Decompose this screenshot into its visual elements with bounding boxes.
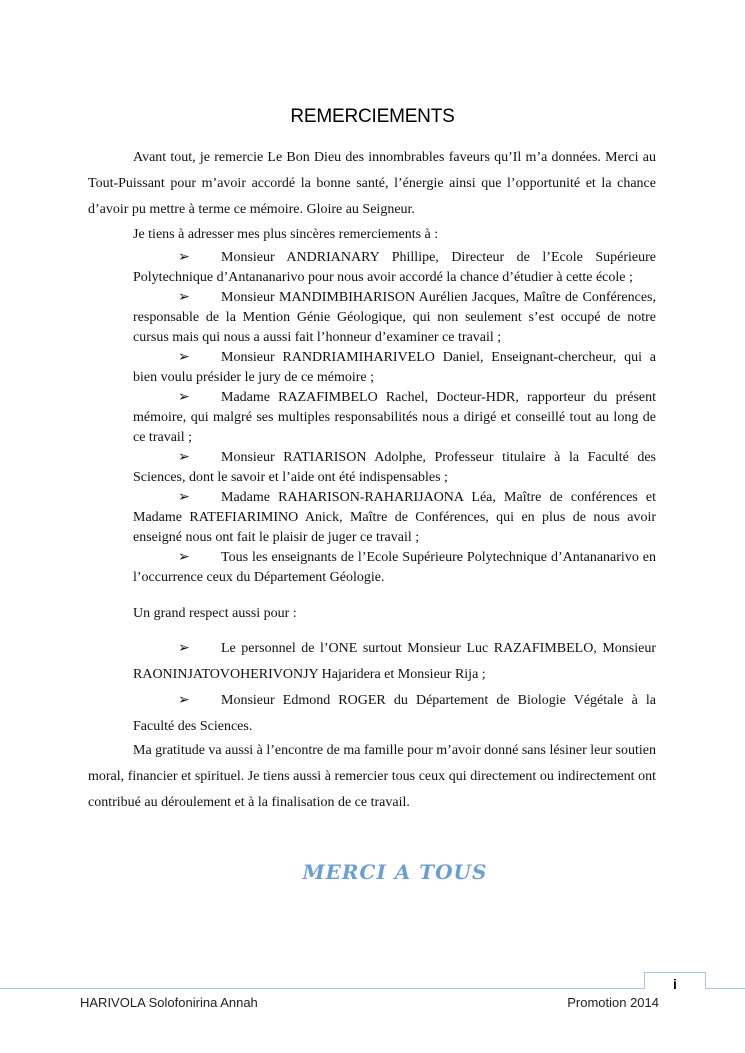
list-item [133, 548, 656, 588]
arrow-bullet-icon: ➢ [178, 390, 190, 405]
list-item-text: Madame RAHARISON-RAHARIJAONA Léa, Maître de conférences et Madame RATEFIARIMINO Anick, Maître de Conférences, qui en plus de nous avoir enseigné nous ont fait le plaisir de juger ce travail ; [133, 490, 656, 545]
list-item [133, 388, 656, 448]
list-item-text: Monsieur MANDIMBIHARISON Aurélien Jacques, Maître de Conférences, responsable de la Mention Génie Géologique, qui non seulement s’est occupé de notre cursus mais qui nous a aussi fait l’honneur d’examiner ce travail ; [133, 290, 656, 345]
thanks-lead-text: Je tiens à adresser mes plus sincères remerciements à : [133, 227, 439, 242]
page-title: REMERCIEMENTS [290, 106, 455, 127]
gratitude-text: Ma gratitude va aussi à l’encontre de ma famille pour m’avoir donné sans lésiner leur soutien moral, financier et spirituel. Je tiens aussi à remercier tous ceux qui directement ou indirectement ont contribué au déroulement et à la finalisation de ce travail. [88, 743, 656, 810]
list-item [133, 448, 656, 488]
arrow-bullet-icon: ➢ [178, 550, 190, 565]
arrow-bullet-icon: ➢ [178, 450, 190, 465]
intro-text: Avant tout, je remercie Le Bon Dieu des innombrables faveurs qu’Il m’a données. Merci au Tout-Puissant pour m’avoir accordé la bonne santé, l’énergie ainsi que l’opportunité et la chance d’avoir pu mettre à terme ce mémoire. Gloire au Seigneur. [88, 150, 656, 217]
arrow-bullet-icon: ➢ [178, 350, 190, 365]
list-item [133, 288, 656, 348]
respect-list [133, 636, 656, 740]
list-item [133, 248, 656, 288]
closing-heading: MERCI A TOUS [302, 860, 488, 884]
footer-author: HARIVOLA Solofonirina Annah [80, 995, 258, 1010]
list-item-text: Monsieur RATIARISON Adolphe, Professeur titulaire à la Faculté des Sciences, dont le savoir et l’aide ont été indispensables ; [133, 450, 656, 485]
list-item [133, 636, 656, 688]
arrow-bullet-icon: ➢ [178, 641, 190, 656]
page-number: i [644, 972, 706, 989]
respect-lead: Un grand respect aussi pour : [133, 606, 297, 621]
list-item-text: Madame RAZAFIMBELO Rachel, Docteur-HDR, rapporteur du présent mémoire, qui malgré ses multiples responsabilités nous a dirigé et conseillé tout au long de ce travail ; [133, 390, 656, 445]
arrow-bullet-icon: ➢ [178, 250, 190, 265]
list-item-text: Le personnel de l’ONE surtout Monsieur Luc RAZAFIMBELO, Monsieur RAONINJATOVOHERIVONJY Hajaridera et Monsieur Rija ; [133, 641, 656, 682]
arrow-bullet-icon: ➢ [178, 290, 190, 305]
list-item-text: Monsieur ANDRIANARY Phillipe, Directeur de l’Ecole Supérieure Polytechnique d’Antananarivo pour nous avoir accordé la chance d’étudier à cette école ; [133, 250, 656, 285]
list-item-text: Monsieur Edmond ROGER du Département de Biologie Végétale à la Faculté des Sciences. [133, 693, 656, 734]
list-item [133, 688, 656, 740]
arrow-bullet-icon: ➢ [178, 490, 190, 505]
list-item [133, 348, 656, 388]
intro-paragraph [88, 145, 656, 223]
list-item-text: Monsieur RANDRIAMIHARIVELO Daniel, Enseignant-chercheur, qui a bien voulu présider le jury de ce mémoire ; [133, 350, 656, 385]
gratitude-paragraph [88, 738, 656, 816]
footer-divider [0, 988, 745, 989]
thanks-list [133, 248, 656, 588]
footer-promotion: Promotion 2014 [567, 995, 659, 1010]
list-item [133, 488, 656, 548]
thanks-lead-paragraph [88, 222, 656, 248]
list-item-text: Tous les enseignants de l’Ecole Supérieure Polytechnique d’Antananarivo en l’occurrence ceux du Département Géologie. [133, 550, 656, 585]
arrow-bullet-icon: ➢ [178, 693, 190, 708]
